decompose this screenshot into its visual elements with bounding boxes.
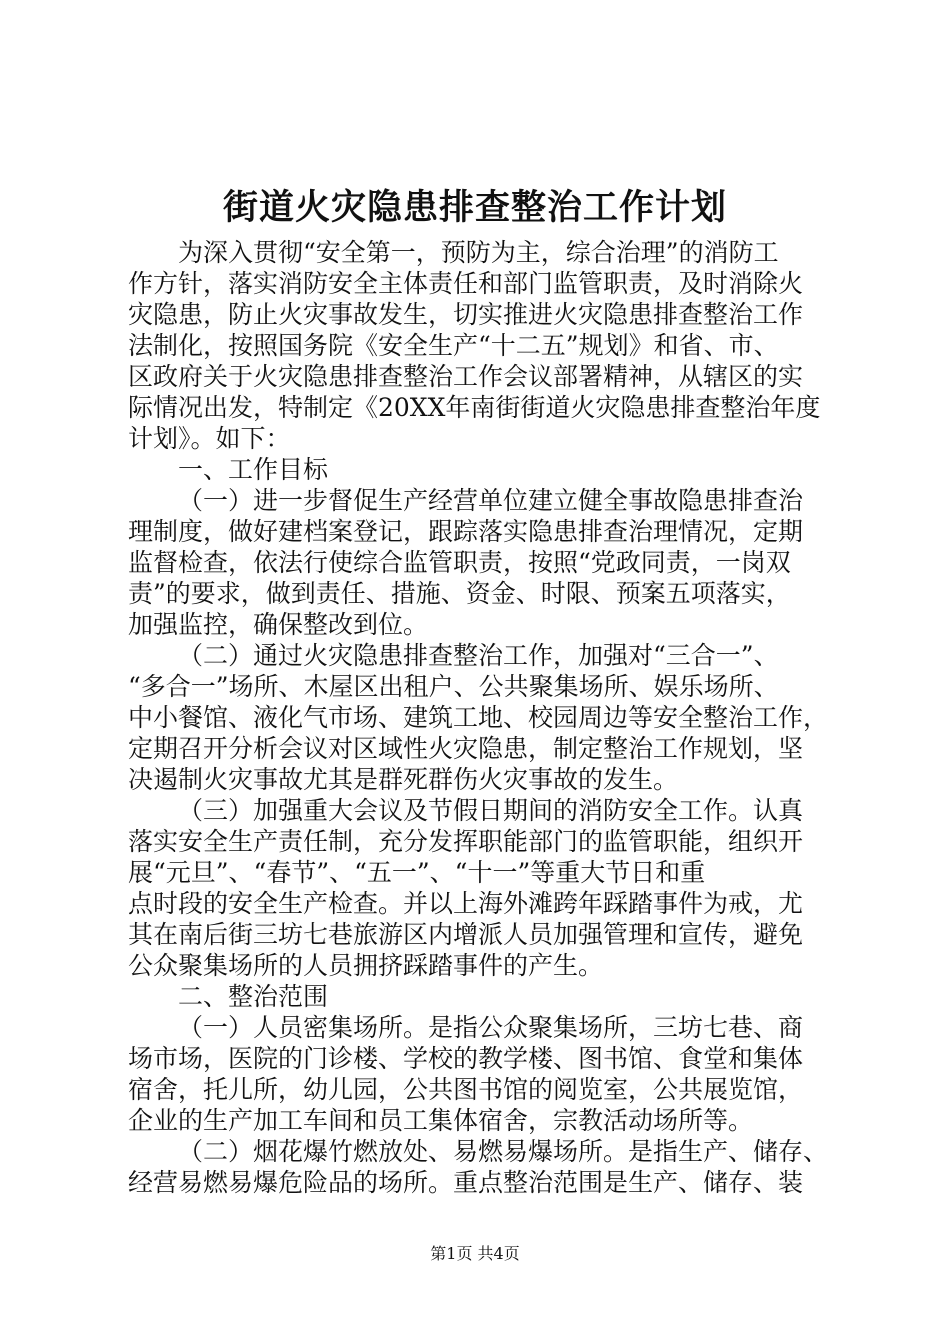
text-line: 展“元旦”、“春节”、“五一”、“十一”等重大节日和重: [128, 858, 706, 887]
text-line: 落实安全生产责任制，充分发挥职能部门的监管职能，组织开: [128, 827, 804, 856]
text-line: 企业的生产加工车间和员工集体宿舍，宗教活动场所等。: [128, 1106, 754, 1135]
text-line: 责”的要求，做到责任、措施、资金、时限、预案五项落实，: [128, 579, 791, 608]
text-line: 理制度，做好建档案登记，跟踪落实隐患排查治理情况，定期: [128, 517, 804, 546]
text-line: 作方针，落实消防安全主体责任和部门监管职责，及时消除火: [128, 269, 804, 298]
text-line: 决遏制火灾事故尤其是群死群伤火灾事故的发生。: [128, 765, 679, 794]
document-title: 街道火灾隐患排查整治工作计划: [222, 187, 727, 228]
text-line: （二）通过火灾隐患排查整治工作，加强对“三合一”、: [178, 641, 779, 670]
document-body: [128, 237, 828, 1198]
text-line: 区政府关于火灾隐患排查整治工作会议部署精神，从辖区的实: [128, 362, 804, 391]
text-line: 际情况出发，特制定《20XX年南街街道火灾隐患排查整治年度: [128, 393, 821, 422]
text-line: 灾隐患，防止火灾事故发生，切实推进火灾隐患排查整治工作: [128, 300, 804, 329]
text-line: 中小餐馆、液化气市场、建筑工地、校园周边等安全整治工作，: [128, 703, 829, 732]
text-line: （一）人员密集场所。是指公众聚集场所，三坊七巷、商: [178, 1013, 804, 1042]
text-line: 一、工作目标: [178, 455, 329, 484]
text-line: 加强监控，确保整改到位。: [128, 610, 429, 639]
text-line: （二）烟花爆竹燃放处、易燃易爆场所。是指生产、储存、: [178, 1137, 829, 1166]
text-line: （三）加强重大会议及节假日期间的消防安全工作。认真: [178, 796, 804, 825]
text-line: “多合一”场所、木屋区出租户、公共聚集场所、娱乐场所、: [128, 672, 779, 701]
text-line: 宿舍，托儿所，幼儿园，公共图书馆的阅览室，公共展览馆，: [128, 1075, 804, 1104]
text-line: 为深入贯彻“安全第一，预防为主，综合治理”的消防工: [178, 238, 779, 267]
text-line: 公众聚集场所的人员拥挤踩踏事件的产生。: [128, 951, 604, 980]
text-line: 监督检查，依法行使综合监管职责，按照“党政同责，一岗双: [128, 548, 791, 577]
page-footer: 第1页 共4页: [430, 1244, 520, 1263]
text-line: 经营易燃易爆危险品的场所。重点整治范围是生产、储存、装: [128, 1168, 804, 1197]
text-line: 点时段的安全生产检查。并以上海外滩跨年踩踏事件为戒，尤: [128, 889, 804, 918]
text-line: 二、整治范围: [178, 982, 329, 1011]
text-line: 计划》。如下：: [128, 424, 291, 453]
text-line: 定期召开分析会议对区域性火灾隐患，制定整治工作规划，坚: [128, 734, 804, 763]
text-line: 法制化，按照国务院《安全生产“十二五”规划》和省、市、: [128, 331, 779, 360]
text-line: 其在南后街三坊七巷旅游区内增派人员加强管理和宣传，避免: [128, 920, 804, 949]
text-line: （一）进一步督促生产经营单位建立健全事故隐患排查治: [178, 486, 804, 515]
text-line: 场市场，医院的门诊楼、学校的教学楼、图书馆、食堂和集体: [128, 1044, 804, 1073]
